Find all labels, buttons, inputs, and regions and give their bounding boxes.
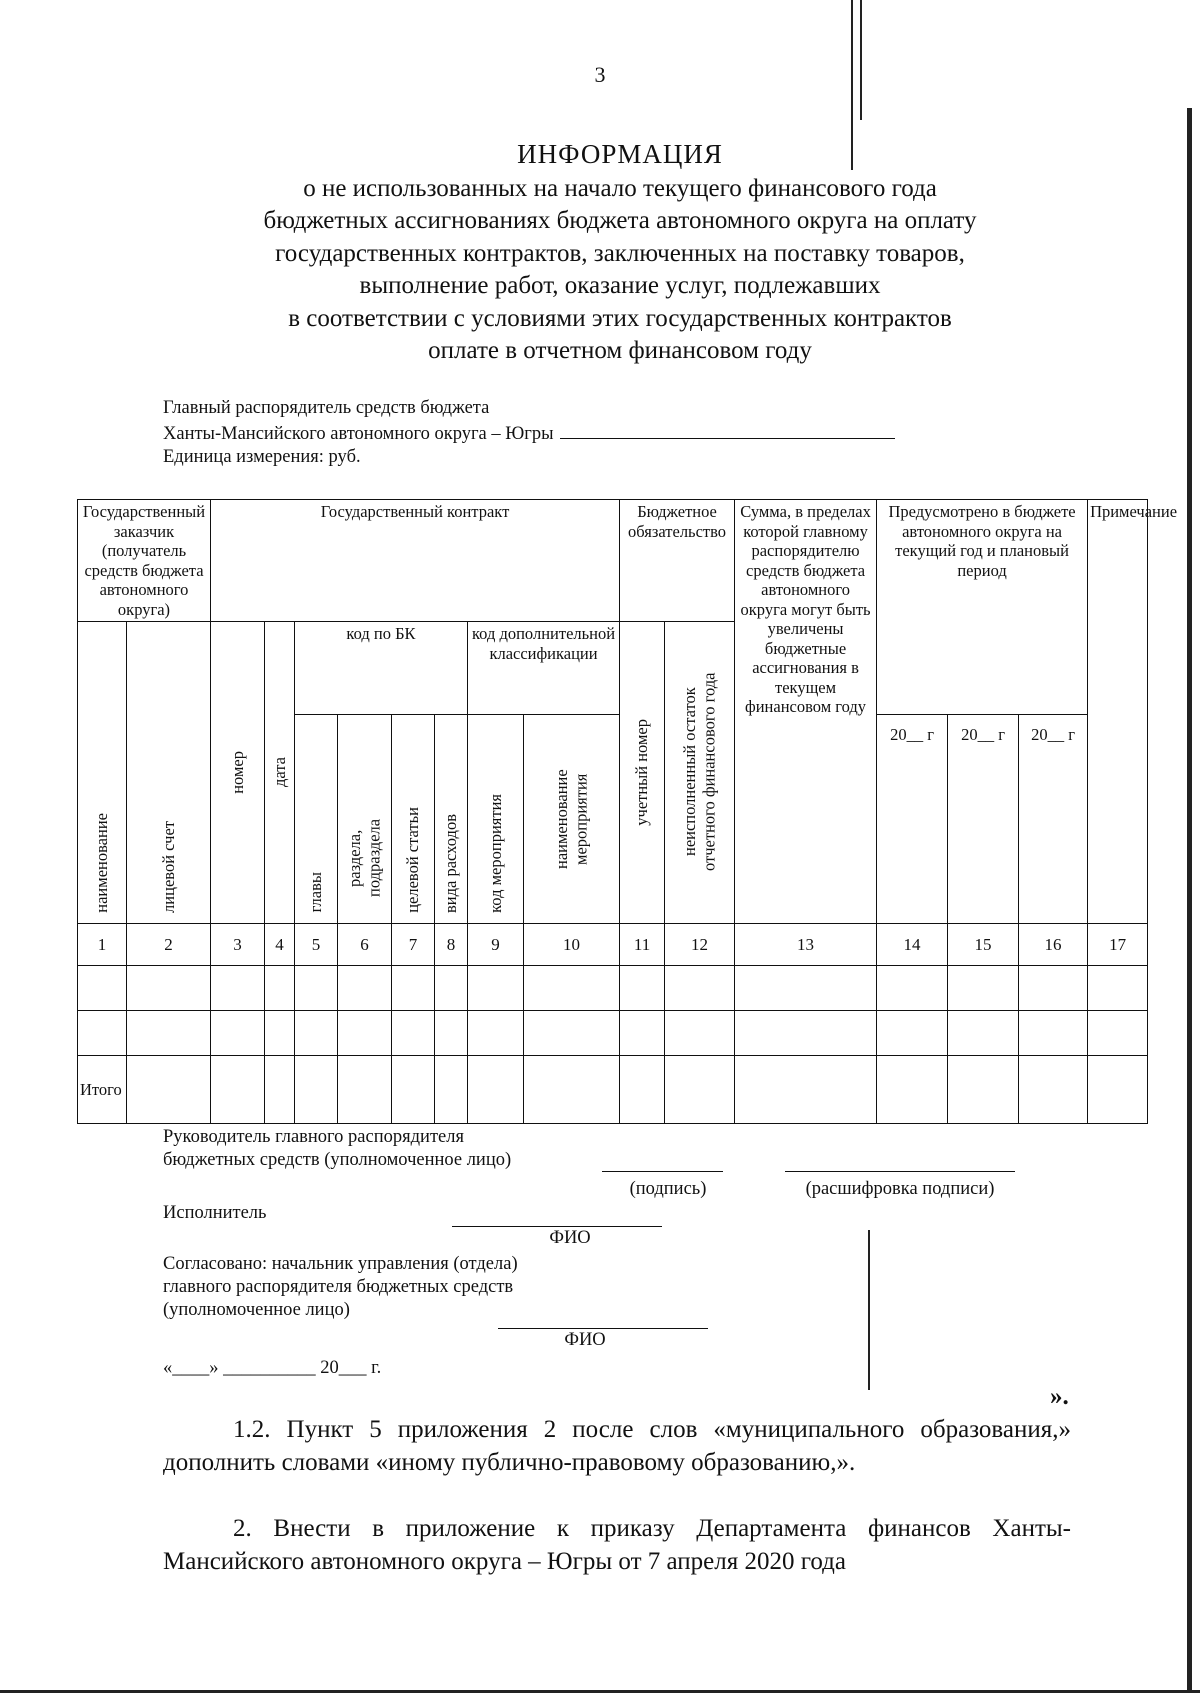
signature-line <box>602 1171 723 1172</box>
col-number: 7 <box>392 924 435 966</box>
paragraph-1-2: 1.2. Пункт 5 приложения 2 после слов «муниципального образования,» дополнить словами «иному публично-правовому образованию,». <box>163 1416 1071 1476</box>
header-date <box>265 622 295 924</box>
blank-fill-line <box>560 420 895 439</box>
meta-line-text: Ханты-Мансийского автономного округа – Югры <box>163 424 554 444</box>
header-regnum-text: учетный номер <box>632 718 652 826</box>
report-meta <box>163 397 895 469</box>
agreed-line: Согласовано: начальник управления (отдела) <box>163 1254 518 1274</box>
header-year3: 20__ г <box>1019 715 1088 924</box>
header-kbk: код по БК <box>295 622 468 715</box>
header-contract: Государственный контракт <box>211 500 620 622</box>
col-number: 12 <box>665 924 735 966</box>
header-obligation: Бюджетное обязательство <box>620 500 735 622</box>
col-number: 4 <box>265 924 295 966</box>
executor-label: Исполнитель <box>163 1203 267 1223</box>
title-line: бюджетных ассигнованиях бюджета автономного округа на оплату <box>263 207 977 234</box>
header-unfulfilled-text: неисполненный остаток отчетного финансового года <box>679 673 719 872</box>
head-line: Руководитель главного распорядителя <box>163 1127 464 1147</box>
header-eventcode-text: код мероприятия <box>485 793 505 913</box>
col-number: 1 <box>78 924 127 966</box>
header-eventname <box>524 715 620 924</box>
agreed-fio: ФИО <box>564 1330 606 1350</box>
header-eventname-text: наименование мероприятия <box>551 768 591 869</box>
total-label: Итого <box>78 1056 127 1124</box>
header-section <box>338 715 392 924</box>
col-number: 6 <box>338 924 392 966</box>
col-number: 2 <box>127 924 211 966</box>
header-note: Примечание <box>1088 500 1148 924</box>
table-row <box>78 966 1148 1011</box>
meta-line: Главный распорядитель средств бюджета <box>163 398 490 418</box>
date-line: «____» __________ 20___ г. <box>163 1358 382 1378</box>
header-number-text: номер <box>227 750 247 794</box>
scan-artifact-line <box>1187 108 1192 1693</box>
header-number <box>211 622 265 924</box>
scan-artifact-line <box>868 1230 870 1390</box>
header-year2: 20__ г <box>948 715 1019 924</box>
document-title <box>150 138 1090 368</box>
col-number: 11 <box>620 924 665 966</box>
title-line: в соответствии с условиями этих государственных контрактов <box>288 304 952 332</box>
title-line: выполнение работ, оказание услуг, подлежавших <box>359 272 881 299</box>
head-line: бюджетных средств (уполномоченное лицо) <box>163 1150 512 1170</box>
title-line: государственных контрактов, заключенных на поставку товаров, <box>275 239 965 267</box>
col-number: 5 <box>295 924 338 966</box>
col-number: 10 <box>524 924 620 966</box>
header-section-text: раздела, подраздела <box>344 818 383 897</box>
col-number: 3 <box>211 924 265 966</box>
decode-caption: (расшифровка подписи) <box>805 1179 995 1199</box>
report-table <box>77 499 1178 1124</box>
header-date-text: дата <box>269 757 289 788</box>
title-line: оплате в отчетном финансовом году <box>428 337 812 364</box>
meta-line <box>163 420 895 446</box>
header-eventcode <box>468 715 524 924</box>
signature-head <box>163 1126 511 1172</box>
header-target-text: целевой статьи <box>403 806 423 913</box>
table-row-total <box>78 1056 1148 1124</box>
col-number: 15 <box>948 924 1019 966</box>
col-number: 14 <box>877 924 948 966</box>
header-exptype-text: вида расходов <box>441 813 461 913</box>
col-number: 17 <box>1088 924 1148 966</box>
title-line: о не использованных на начало текущего финансового года <box>303 174 937 202</box>
agreed-line: (уполномоченное лицо) <box>163 1300 350 1320</box>
agreed-line: главного распорядителя бюджетных средств <box>163 1277 514 1297</box>
header-chapter-text: главы <box>306 872 326 913</box>
closing-quote: ». <box>1050 1383 1069 1410</box>
header-chapter <box>295 715 338 924</box>
decode-line <box>785 1171 1015 1172</box>
paragraph-2: 2. Внести в приложение к приказу Департамента финансов Ханты-Мансийского автономного округа – Югры от 7 апреля 2020 года <box>163 1515 1071 1575</box>
header-addcode: код дополнительной классификации <box>468 622 620 715</box>
header-name-text: наименование <box>92 812 112 913</box>
title-main: ИНФОРМАЦИЯ <box>517 139 723 169</box>
header-account <box>127 622 211 924</box>
header-unfulfilled <box>665 622 735 924</box>
header-exptype <box>435 715 468 924</box>
header-account-text: лицевой счет <box>158 820 178 913</box>
scan-artifact-line <box>860 0 862 120</box>
col-number: 16 <box>1019 924 1088 966</box>
col-number: 8 <box>435 924 468 966</box>
header-regnum <box>620 622 665 924</box>
meta-line: Единица измерения: руб. <box>163 447 361 467</box>
table-row <box>78 1011 1148 1056</box>
executor-fio: ФИО <box>549 1228 591 1248</box>
header-planned: Предусмотрено в бюджете автономного округа на текущий год и плановый период <box>877 500 1088 715</box>
col-number: 13 <box>735 924 877 966</box>
header-year1: 20__ г <box>877 715 948 924</box>
header-name <box>78 622 127 924</box>
page-number: 3 <box>594 62 606 87</box>
header-customer: Государственный заказчик (получатель средств бюджета автономного округа) <box>78 500 211 622</box>
agreed-block <box>163 1253 518 1322</box>
header-sum: Сумма, в пределах которой главному распорядителю средств бюджета автономного округа могут быть увеличены бюджетные ассигнования в текущем финансовом году <box>735 500 877 924</box>
col-number: 9 <box>468 924 524 966</box>
executor-line <box>452 1226 662 1227</box>
agreed-line <box>498 1328 708 1329</box>
header-target <box>392 715 435 924</box>
signature-caption: (подпись) <box>629 1179 707 1199</box>
